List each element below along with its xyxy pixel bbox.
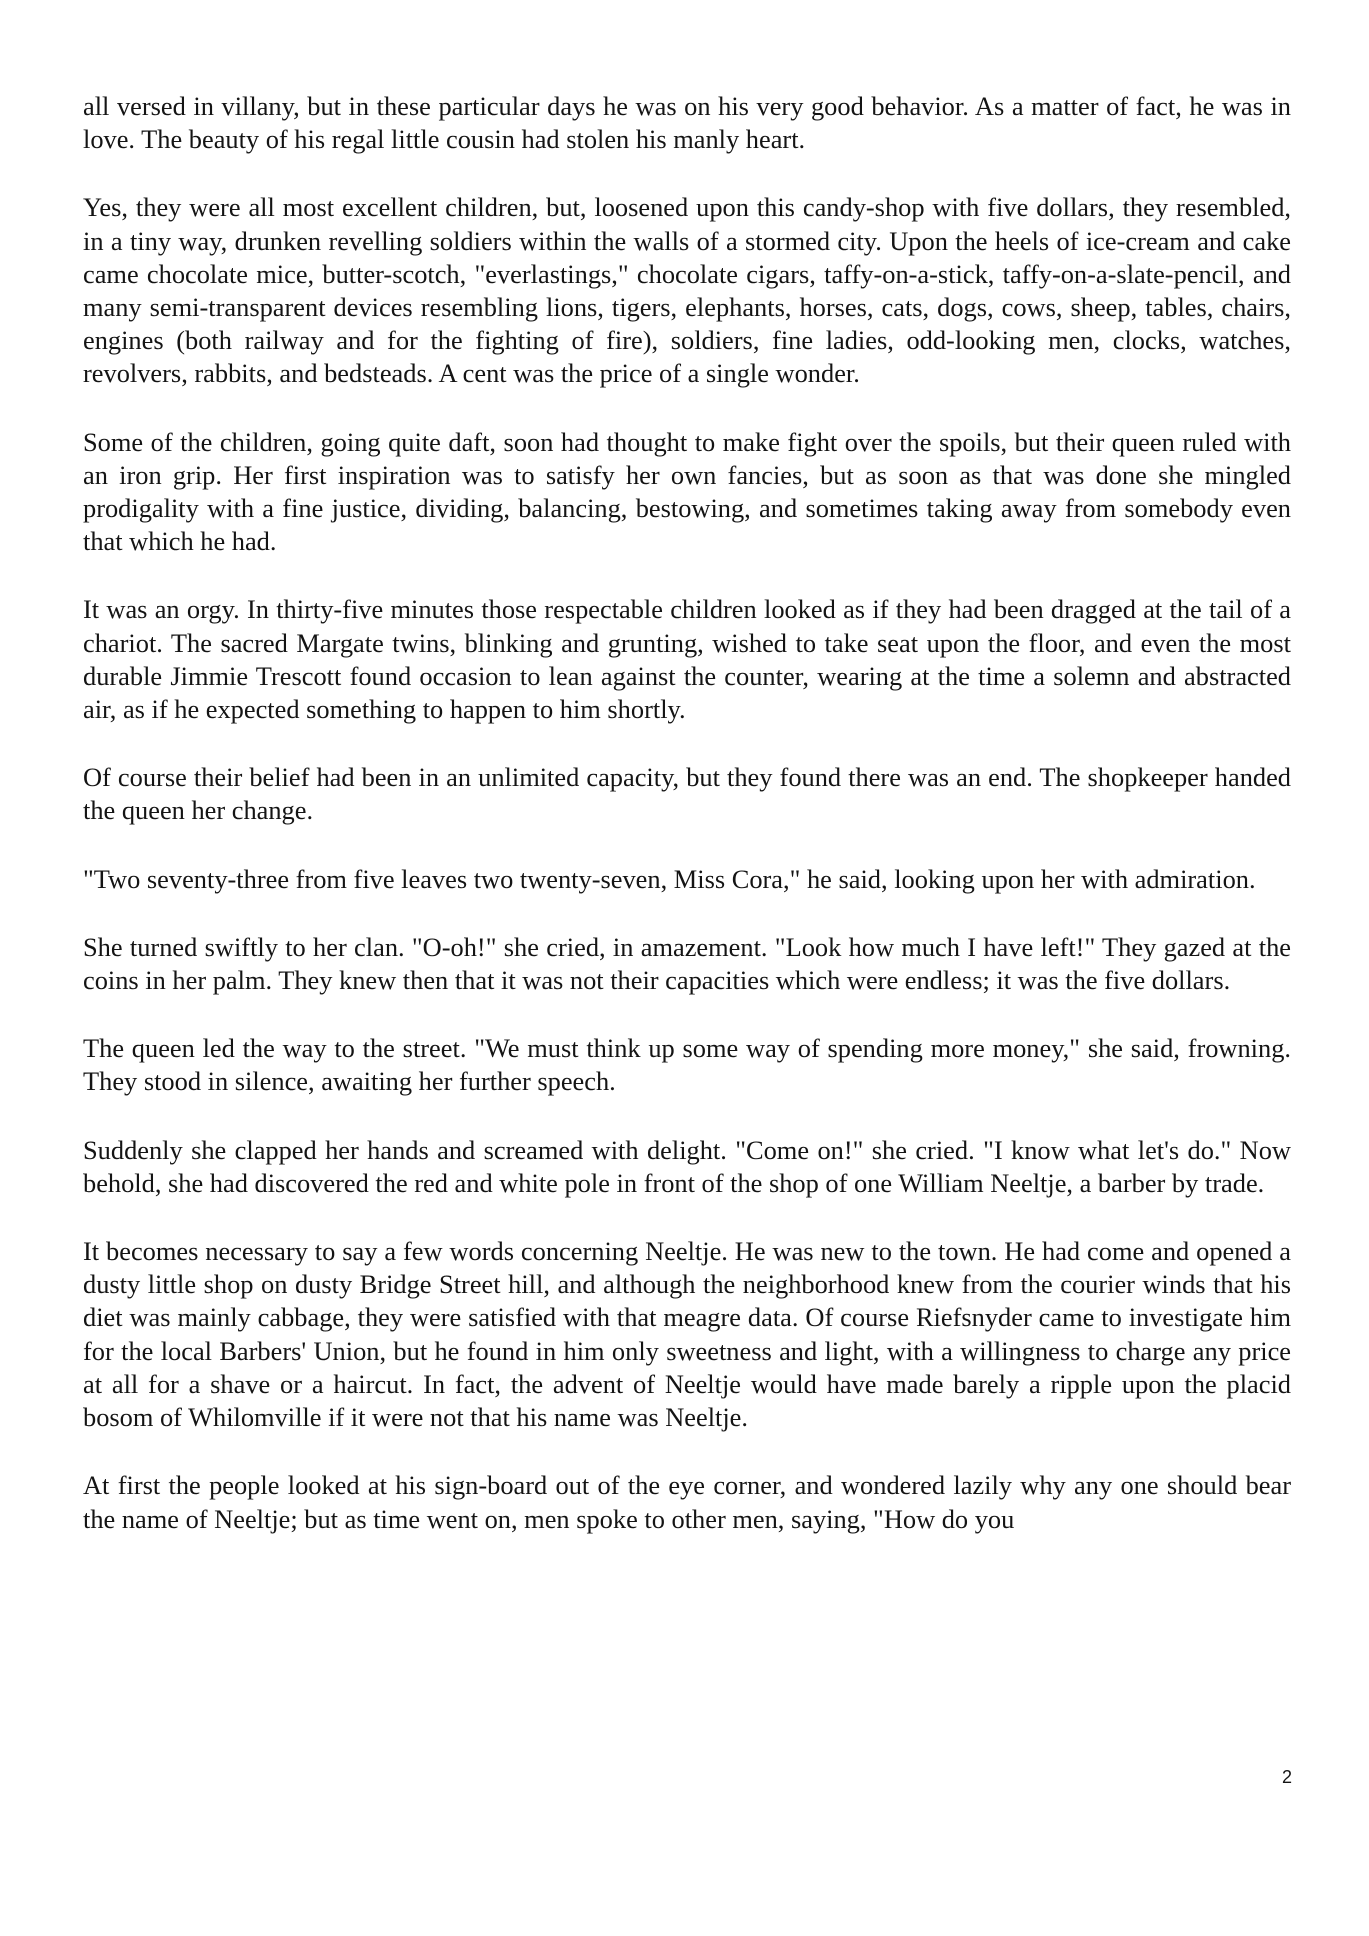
paragraph: She turned swiftly to her clan. "O-oh!" she cried, in amazement. "Look how much I have left!" They gazed at the coins in her palm. They knew then that it was not their capacities which were endless; it was the five dollars.: [83, 931, 1291, 996]
page-number: 2: [1281, 1767, 1292, 1787]
paragraph: It was an orgy. In thirty-five minutes those respectable children looked as if they had been dragged at the tail of a chariot. The sacred Margate twins, blinking and grunting, wished to take seat upon the floor, and even the most durable Jimmie Trescott found occasion to lean against the counter, wearing at the time a solemn and abstracted air, as if he expected something to happen to him shortly.: [83, 594, 1291, 725]
paragraph: Of course their belief had been in an unlimited capacity, but they found there was an end. The shopkeeper handed the queen her change.: [83, 762, 1291, 826]
paragraph: Some of the children, going quite daft, soon had thought to make fight over the spoils, but their queen ruled with an iron grip. Her first inspiration was to satisfy her own fancies, but as soon as that was done she mingled prodigality with a fine justice, dividing, balancing, bestowing, and sometimes taking away from somebody even that which he had.: [83, 426, 1291, 557]
body-text: [83, 90, 1291, 1536]
paragraph: The queen led the way to the street. "We must think up some way of spending more money," she said, frowning. They stood in silence, awaiting her further speech.: [83, 1033, 1291, 1097]
paragraph: all versed in villany, but in these particular days he was on his very good behavior. As a matter of fact, he was in love. The beauty of his regal little cousin had stolen his manly heart.: [83, 91, 1291, 155]
paragraph: At first the people looked at his sign-board out of the eye corner, and wondered lazily why any one should bear the name of Neeltje; but as time went on, men spoke to other men, saying, "How do you: [83, 1470, 1291, 1534]
paragraph: "Two seventy-three from five leaves two twenty-seven, Miss Cora," he said, looking upon her with admiration.: [83, 863, 1256, 894]
paragraph: Suddenly she clapped her hands and screamed with delight. "Come on!" she cried. "I know what let's do." Now behold, she had discovered the red and white pole in front of the shop of one William Neeltje, a barber by trade.: [83, 1134, 1291, 1198]
paragraph: It becomes necessary to say a few words concerning Neeltje. He was new to the town. He had come and opened a dusty little shop on dusty Bridge Street hill, and although the neighborhood knew from the courier winds that his diet was mainly cabbage, they were satisfied with that meagre data. Of course Riefsnyder came to investigate him for the local Barbers' Union, but he found in him only sweetness and light, with a willingness to charge any price at all for a shave or a haircut. In fact, the advent of Neeltje would have made barely a ripple upon the placid bosom of Whilomville if it were not that his name was Neeltje.: [83, 1236, 1291, 1433]
paragraph: Yes, they were all most excellent children, but, loosened upon this candy-shop with five dollars, they resembled, in a tiny way, drunken revelling soldiers within the walls of a stormed city. Upon the heels of ice-cream and cake came chocolate mice, butter-scotch, "everlastings," chocolate cigars, taffy-on-a-stick, taffy-on-a-slate-pencil, and many semi-transparent devices resembling lions, tigers, elephants, horses, cats, dogs, cows, sheep, tables, chairs, engines (both railway and for the fighting of fire), soldiers, fine ladies, odd-looking men, clocks, watches, revolvers, rabbits, and bedsteads. A cent was the price of a single wonder.: [83, 192, 1291, 389]
